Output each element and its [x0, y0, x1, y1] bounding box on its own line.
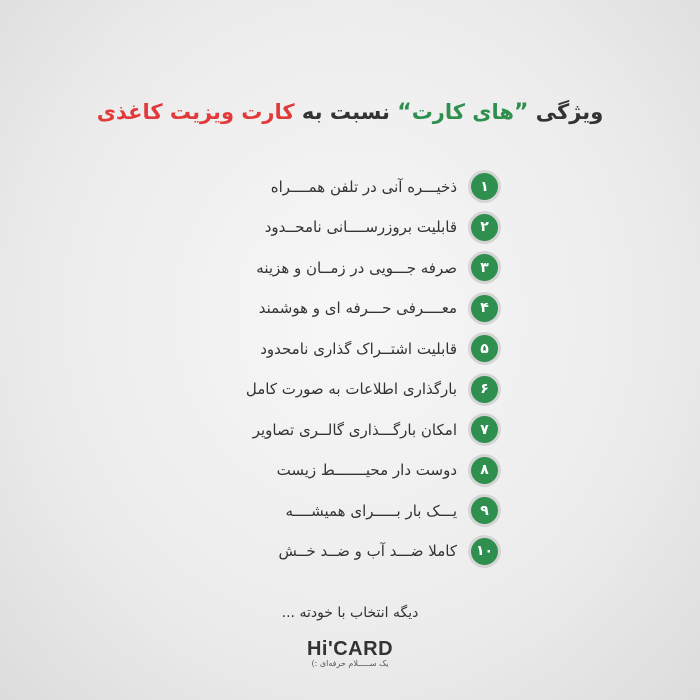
feature-item: [198, 213, 498, 242]
feature-number-badge: ۷: [471, 416, 498, 443]
feature-number-badge: ۹: [471, 497, 498, 524]
feature-list: [198, 172, 498, 577]
brand-logo: [0, 638, 700, 668]
feature-text: بارگذاری اطلاعات به صورت کامل: [245, 380, 457, 398]
feature-item: [198, 415, 498, 444]
feature-number-badge: ۱: [471, 173, 498, 200]
feature-item: [198, 334, 498, 363]
feature-item: [198, 253, 498, 282]
feature-item: [198, 496, 498, 525]
feature-number-badge: ۵: [471, 335, 498, 362]
feature-number-badge: ۸: [471, 457, 498, 484]
feature-number-badge: ۳: [471, 254, 498, 281]
logo-brand: Hi'CARD: [306, 638, 394, 660]
title-close-quote: “: [397, 100, 412, 125]
feature-number-badge: ۱۰: [471, 538, 498, 565]
logo-tagline: یک ســـــلام حرفه‌ای :): [311, 659, 389, 668]
feature-item: [198, 294, 498, 323]
feature-text: کاملا ضـــد آب و ضــد خــش: [278, 542, 457, 560]
title-red: کارت ویزیت کاغذی: [96, 100, 295, 124]
feature-text: دوست دار محیـــــــط زیست: [276, 461, 457, 479]
feature-number-badge: ۴: [471, 295, 498, 322]
feature-number-badge: ۶: [471, 376, 498, 403]
feature-text: قابلیت بروزرســــانی نامحــدود: [264, 218, 457, 236]
feature-item: [198, 172, 498, 201]
feature-text: صرفه جـــویی در زمــان و هزینه: [256, 258, 457, 277]
page-title: [0, 100, 700, 125]
feature-item: [198, 537, 498, 566]
feature-text: ذخیـــره آنی در تلفن همــــراه: [270, 177, 457, 196]
feature-item: [198, 456, 498, 485]
feature-item: [198, 375, 498, 404]
feature-text: یـــک بار بـــــرای همیشــــه: [285, 501, 457, 520]
feature-text: قابلیت اشتــراک گذاری نامحدود: [260, 339, 457, 358]
footer-text: دیگه انتخاب با خودته ...: [281, 605, 419, 621]
title-part1: ویژگی: [535, 100, 604, 124]
title-open-quote: ”: [514, 100, 529, 125]
title-part2: نسبت به: [301, 100, 390, 124]
feature-text: امکان بارگـــذاری گالــری تصاویر: [252, 420, 457, 439]
feature-text: معــــرفی حـــرفه ای و هوشمند: [258, 299, 457, 317]
feature-number-badge: ۲: [471, 214, 498, 241]
title-highlight: های کارت: [411, 100, 514, 124]
